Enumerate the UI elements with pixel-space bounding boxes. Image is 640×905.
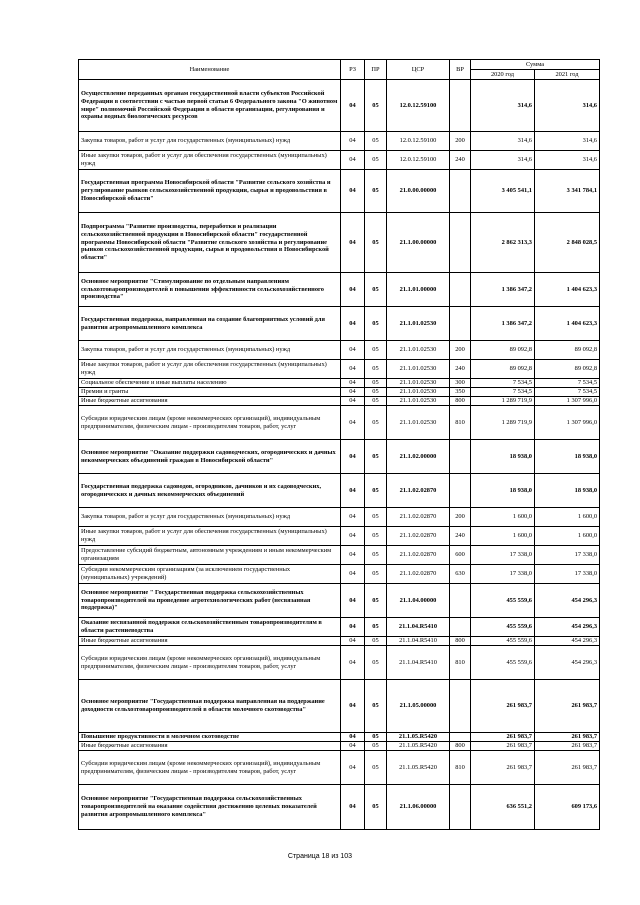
cell-rz: 04 [341,565,365,584]
cell-csr: 21.1.00.00000 [387,213,450,273]
cell-y2021: 18 938,0 [535,440,600,474]
cell-vr [450,680,471,733]
cell-rz: 04 [341,151,365,170]
cell-rz: 04 [341,751,365,785]
cell-name: Закупка товаров, работ и услуг для государственных (муниципальных) нужд [79,132,341,151]
cell-vr: 810 [450,751,471,785]
cell-vr: 810 [450,406,471,440]
cell-csr: 21.1.04.R5410 [387,618,450,637]
cell-rz: 04 [341,733,365,742]
cell-csr: 21.1.01.02530 [387,360,450,379]
header-2020: 2020 год [471,70,535,80]
cell-pr: 05 [365,397,387,406]
cell-name: Основное мероприятие " Государственная поддержка сельскохозяйственных товаропроизводителей на проведение агротехнологических работ (несвязанная поддержка)" [79,584,341,618]
cell-y2020: 455 559,6 [471,646,535,680]
cell-rz: 04 [341,307,365,341]
cell-y2020: 261 983,7 [471,733,535,742]
cell-y2020: 455 559,6 [471,637,535,646]
cell-y2020: 3 405 541,1 [471,170,535,213]
cell-y2021: 454 296,3 [535,584,600,618]
cell-pr: 05 [365,273,387,307]
cell-rz: 04 [341,388,365,397]
cell-rz: 04 [341,785,365,830]
cell-pr: 05 [365,213,387,273]
cell-y2020: 314,6 [471,80,535,132]
cell-y2020: 2 862 313,3 [471,213,535,273]
cell-name: Государственная поддержка садоводов, огородников, дачников и их садоводческих, огороднических и дачных некоммерческих объединений [79,474,341,508]
cell-pr: 05 [365,618,387,637]
cell-y2021: 1 307 996,0 [535,406,600,440]
cell-name: Государственная поддержка, направленная на создание благоприятных условий для развития агропромышленного комплекса [79,307,341,341]
cell-y2021: 3 341 784,1 [535,170,600,213]
cell-y2021: 454 296,3 [535,637,600,646]
cell-vr [450,213,471,273]
header-sum: Сумма [471,60,600,70]
cell-vr [450,170,471,213]
cell-y2021: 454 296,3 [535,646,600,680]
cell-rz: 04 [341,80,365,132]
cell-vr: 800 [450,637,471,646]
cell-csr: 21.1.05.00000 [387,680,450,733]
cell-csr: 21.1.01.02530 [387,341,450,360]
cell-y2020: 1 289 719,9 [471,406,535,440]
cell-vr: 200 [450,508,471,527]
cell-pr: 05 [365,406,387,440]
cell-rz: 04 [341,646,365,680]
cell-csr: 21.1.01.02530 [387,307,450,341]
cell-vr: 800 [450,397,471,406]
cell-pr: 05 [365,360,387,379]
cell-csr: 21.1.05.R5420 [387,751,450,785]
cell-y2021: 1 404 623,3 [535,273,600,307]
table-row [79,397,600,406]
cell-name: Иные бюджетные ассигнования [79,397,341,406]
cell-pr: 05 [365,637,387,646]
cell-y2020: 261 983,7 [471,742,535,751]
cell-rz: 04 [341,132,365,151]
table-row [79,80,600,132]
cell-vr: 240 [450,151,471,170]
cell-rz: 04 [341,618,365,637]
cell-y2021: 89 092,8 [535,360,600,379]
cell-name: Закупка товаров, работ и услуг для государственных (муниципальных) нужд [79,341,341,360]
table-row [79,132,600,151]
cell-rz: 04 [341,508,365,527]
table-row [79,341,600,360]
cell-name: Предоставление субсидий бюджетным, автономным учреждениям и иным некоммерческим организациям [79,546,341,565]
table-row [79,213,600,273]
cell-pr: 05 [365,474,387,508]
cell-rz: 04 [341,273,365,307]
cell-y2021: 314,6 [535,80,600,132]
cell-name: Основное мероприятие "Оказание поддержки садоводческих, огороднических и дачных некоммерческих объединений граждан в Новосибирской области" [79,440,341,474]
cell-vr: 600 [450,546,471,565]
cell-pr: 05 [365,680,387,733]
cell-vr [450,618,471,637]
cell-y2020: 89 092,8 [471,341,535,360]
cell-csr: 21.0.00.00000 [387,170,450,213]
cell-y2020: 17 338,0 [471,546,535,565]
cell-csr: 21.1.04.00000 [387,584,450,618]
cell-vr [450,733,471,742]
table-row [79,440,600,474]
cell-vr [450,785,471,830]
cell-y2020: 18 938,0 [471,440,535,474]
cell-name: Подпрограмма "Развитие производства, переработки и реализации сельскохозяйственной продукции в Новосибирской области" государственной программы Новосибирской области "Развитие сельского хозяйства и регулирование рынков сельскохозяйственной продукции, сырья и продовольствия в Новосибирской области" [79,213,341,273]
budget-table [78,59,600,830]
cell-pr: 05 [365,785,387,830]
cell-rz: 04 [341,584,365,618]
cell-vr [450,584,471,618]
cell-csr: 21.1.04.R5410 [387,646,450,680]
header-rz: РЗ [341,60,365,80]
cell-y2021: 1 600,0 [535,527,600,546]
cell-pr: 05 [365,80,387,132]
cell-y2020: 261 983,7 [471,680,535,733]
table-row [79,618,600,637]
cell-y2020: 261 983,7 [471,751,535,785]
cell-pr: 05 [365,170,387,213]
cell-name: Осуществление переданных органам государственной власти субъектов Российской Федерации в соответствии с частью первой статьи 6 Федерального закона "О животном мире" полномочий Российской Федерации в области организации, регулирования и охраны водных биологических ресурсов [79,80,341,132]
table-row [79,680,600,733]
cell-vr: 240 [450,527,471,546]
cell-name: Основное мероприятие "Государственная поддержка сельскохозяйственных товаропроизводителей на оказание содействия достижению целевых показателей развития агропромышленного комплекса" [79,785,341,830]
table-row [79,307,600,341]
cell-rz: 04 [341,474,365,508]
cell-rz: 04 [341,742,365,751]
cell-y2020: 636 551,2 [471,785,535,830]
cell-y2021: 314,6 [535,132,600,151]
cell-y2021: 7 534,5 [535,379,600,388]
table-row [79,508,600,527]
cell-rz: 04 [341,406,365,440]
cell-csr: 12.0.12.59100 [387,80,450,132]
cell-vr [450,80,471,132]
cell-pr: 05 [365,546,387,565]
cell-y2021: 7 534,5 [535,388,600,397]
table-row [79,565,600,584]
cell-rz: 04 [341,397,365,406]
table-row [79,379,600,388]
cell-vr: 350 [450,388,471,397]
cell-name: Субсидии юридическим лицам (кроме некоммерческих организаций), индивидуальным предпринимателям, физическим лицам - производителям товаров, работ, услуг [79,406,341,440]
cell-csr: 21.1.02.02870 [387,565,450,584]
table-row [79,474,600,508]
cell-y2020: 1 600,0 [471,508,535,527]
cell-csr: 21.1.05.R5420 [387,742,450,751]
cell-y2020: 7 534,5 [471,379,535,388]
cell-vr [450,273,471,307]
cell-y2020: 455 559,6 [471,584,535,618]
cell-y2021: 18 938,0 [535,474,600,508]
cell-csr: 21.1.06.00000 [387,785,450,830]
cell-pr: 05 [365,733,387,742]
cell-rz: 04 [341,341,365,360]
cell-y2021: 609 173,6 [535,785,600,830]
cell-csr: 21.1.01.00000 [387,273,450,307]
cell-pr: 05 [365,565,387,584]
cell-name: Повышение продуктивности в молочном скотоводстве [79,733,341,742]
cell-name: Оказание несвязанной поддержки сельскохозяйственным товаропроизводителям в области растениеводства [79,618,341,637]
table-row [79,785,600,830]
cell-vr: 200 [450,132,471,151]
cell-name: Субсидии юридическим лицам (кроме некоммерческих организаций), индивидуальным предпринимателям, физическим лицам - производителям товаров, работ, услуг [79,751,341,785]
cell-y2021: 2 848 028,5 [535,213,600,273]
cell-csr: 21.1.01.02530 [387,397,450,406]
page-footer: Страница 18 из 103 [287,853,353,860]
cell-pr: 05 [365,132,387,151]
table-row [79,546,600,565]
cell-name: Иные закупки товаров, работ и услуг для обеспечения государственных (муниципальных) нужд [79,360,341,379]
header-vr: ВР [450,60,471,80]
cell-vr: 300 [450,379,471,388]
cell-name: Премии и гранты [79,388,341,397]
cell-pr: 05 [365,379,387,388]
cell-y2021: 17 338,0 [535,546,600,565]
cell-y2021: 261 983,7 [535,742,600,751]
cell-name: Основное мероприятие "Государственная поддержка направленная на поддержание доходности сельхозтоваропроизводителей в области молочного скотоводства" [79,680,341,733]
table-row [79,170,600,213]
cell-csr: 21.1.02.02870 [387,546,450,565]
cell-y2020: 89 092,8 [471,360,535,379]
cell-pr: 05 [365,508,387,527]
cell-y2021: 1 600,0 [535,508,600,527]
cell-pr: 05 [365,742,387,751]
cell-vr: 240 [450,360,471,379]
cell-y2020: 1 289 719,9 [471,397,535,406]
cell-pr: 05 [365,751,387,785]
cell-name: Основное мероприятие "Стимулирование по отдельным направлениям сельхозтоваропроизводителей в повышении эффективности сельскохозяйственного производства" [79,273,341,307]
cell-rz: 04 [341,360,365,379]
cell-rz: 04 [341,213,365,273]
cell-csr: 21.1.02.02870 [387,474,450,508]
table-row [79,584,600,618]
table-row [79,388,600,397]
cell-pr: 05 [365,440,387,474]
cell-y2021: 261 983,7 [535,733,600,742]
cell-y2021: 1 404 623,3 [535,307,600,341]
cell-y2020: 1 386 347,2 [471,273,535,307]
table-row [79,273,600,307]
cell-y2021: 17 338,0 [535,565,600,584]
cell-y2020: 314,6 [471,132,535,151]
cell-name: Иные закупки товаров, работ и услуг для обеспечения государственных (муниципальных) нужд [79,527,341,546]
cell-pr: 05 [365,527,387,546]
cell-y2020: 7 534,5 [471,388,535,397]
cell-csr: 21.1.04.R5410 [387,637,450,646]
cell-csr: 12.0.12.59100 [387,151,450,170]
cell-csr: 21.1.01.02530 [387,379,450,388]
cell-name: Иные бюджетные ассигнования [79,637,341,646]
cell-vr [450,474,471,508]
cell-y2021: 261 983,7 [535,680,600,733]
cell-rz: 04 [341,170,365,213]
cell-vr [450,440,471,474]
header-2021: 2021 год [535,70,600,80]
cell-name: Субсидии юридическим лицам (кроме некоммерческих организаций), индивидуальным предпринимателям, физическим лицам - производителям товаров, работ, услуг [79,646,341,680]
cell-pr: 05 [365,307,387,341]
cell-pr: 05 [365,388,387,397]
cell-rz: 04 [341,379,365,388]
table-row [79,646,600,680]
cell-rz: 04 [341,680,365,733]
cell-name: Иные бюджетные ассигнования [79,742,341,751]
table-row [79,751,600,785]
cell-csr: 21.1.02.02870 [387,508,450,527]
cell-csr: 12.0.12.59100 [387,132,450,151]
cell-y2021: 454 296,3 [535,618,600,637]
cell-y2021: 314,6 [535,151,600,170]
table-row [79,151,600,170]
cell-name: Государственная программа Новосибирской области "Развитие сельского хозяйства и регулирование рынков сельскохозяйственной продукции, сырья и продовольствия в Новосибирской области" [79,170,341,213]
table-row [79,527,600,546]
cell-y2021: 261 983,7 [535,751,600,785]
table-row [79,637,600,646]
table-row [79,360,600,379]
cell-rz: 04 [341,546,365,565]
cell-vr: 810 [450,646,471,680]
table-row [79,406,600,440]
cell-y2020: 1 600,0 [471,527,535,546]
cell-y2020: 1 386 347,2 [471,307,535,341]
cell-rz: 04 [341,440,365,474]
cell-name: Субсидии некоммерческим организациям (за исключением государственных (муниципальных) учреждений) [79,565,341,584]
cell-vr: 200 [450,341,471,360]
cell-y2021: 1 307 996,0 [535,397,600,406]
cell-y2020: 18 938,0 [471,474,535,508]
cell-y2020: 455 559,6 [471,618,535,637]
cell-name: Закупка товаров, работ и услуг для государственных (муниципальных) нужд [79,508,341,527]
cell-vr [450,307,471,341]
cell-vr: 800 [450,742,471,751]
cell-pr: 05 [365,584,387,618]
cell-pr: 05 [365,151,387,170]
cell-csr: 21.1.01.02530 [387,406,450,440]
table-row [79,733,600,742]
cell-rz: 04 [341,527,365,546]
cell-y2020: 17 338,0 [471,565,535,584]
cell-y2021: 89 092,8 [535,341,600,360]
cell-csr: 21.1.02.02870 [387,527,450,546]
cell-pr: 05 [365,646,387,680]
cell-csr: 21.1.01.02530 [387,388,450,397]
cell-name: Социальное обеспечение и иные выплаты населению [79,379,341,388]
cell-name: Иные закупки товаров, работ и услуг для обеспечения государственных (муниципальных) нужд [79,151,341,170]
cell-y2020: 314,6 [471,151,535,170]
table-row [79,742,600,751]
header-name: Наименование [79,60,341,80]
header-pr: ПР [365,60,387,80]
cell-vr: 630 [450,565,471,584]
header-csr: ЦСР [387,60,450,80]
cell-pr: 05 [365,341,387,360]
cell-rz: 04 [341,637,365,646]
cell-csr: 21.1.02.00000 [387,440,450,474]
cell-csr: 21.1.05.R5420 [387,733,450,742]
